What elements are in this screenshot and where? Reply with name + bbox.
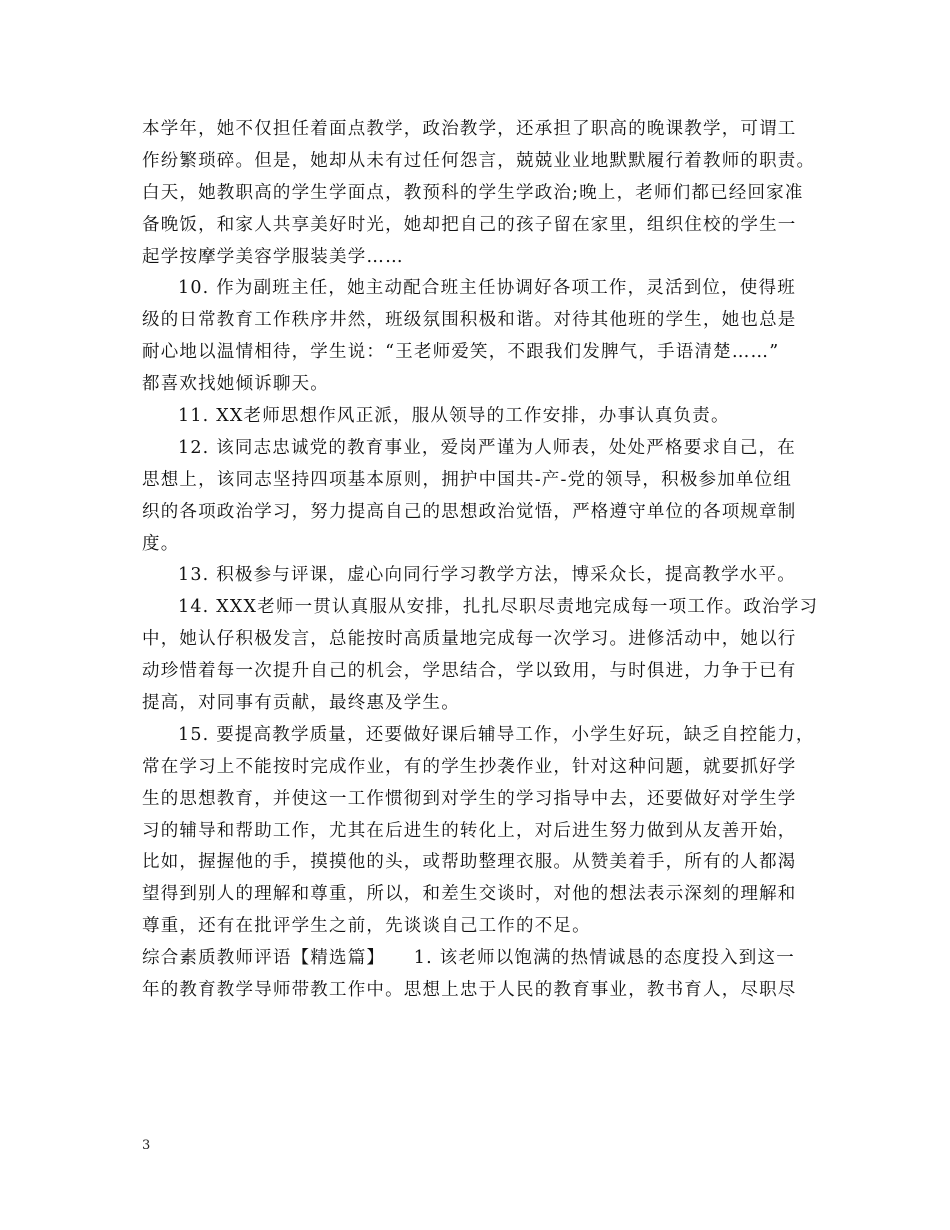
text-line: 习的辅导和帮助工作，尤其在后进生的转化上，对后进生努力做到从友善开始， bbox=[142, 820, 797, 841]
paragraph-14-start: 14. XXX老师一贯认真服从安排，扎扎尽职尽责地完成每一项工作。政治学习 bbox=[178, 597, 819, 618]
text-line: 本学年，她不仅担任着面点教学，政治教学，还承担了职高的晚课教学，可谓工 bbox=[142, 119, 797, 139]
text-line: 思想上，该同志坚持四项基本原则，拥护中国共-产-党的领导，积极参加单位组 bbox=[142, 469, 793, 490]
text-line: 提高，对同事有贡献，最终惠及学生。 bbox=[142, 693, 460, 714]
text-line: 常在学习上不能按时完成作业，有的学生抄袭作业，针对这种问题，就要抓好学 bbox=[142, 756, 797, 777]
text-line: 比如，握握他的手，摸摸他的头，或帮助整理衣服。从赞美着手，所有的人都渴 bbox=[142, 852, 797, 873]
text-line: 年的教育教学导师带教工作中。思想上忠于人民的教育事业，教书育人，尽职尽 bbox=[142, 980, 797, 1001]
text-line: 生的思想教育，并使这一工作惯彻到对学生的学习指导中去，还要做好对学生学 bbox=[142, 788, 797, 809]
paragraph-15-start: 15. 要提高教学质量，还要做好课后辅导工作，小学生好玩，缺乏自控能力， bbox=[178, 724, 815, 745]
text-line: 动珍惜着每一次提升自己的机会，学思结合，学以致用，与时俱进，力争于已有 bbox=[142, 661, 797, 682]
paragraph-11: 11. XX老师思想作风正派，服从领导的工作安排，办事认真负责。 bbox=[178, 406, 730, 427]
text-line: 织的各项政治学习，努力提高自己的思想政治觉悟，严格遵守单位的各项规章制 bbox=[142, 501, 797, 522]
text-line: 作纷繁琐碎。但是，她却从未有过任何怨言，兢兢业业地默默履行着教师的职责。 bbox=[142, 150, 816, 171]
text-line: 起学按摩学美容学服装美学…… bbox=[142, 246, 404, 267]
text-line: 耐心地以温情相待，学生说：“王老师爱笑，不跟我们发脾气，手语清楚……” bbox=[142, 342, 780, 363]
text-line: 白天，她教职高的学生学面点，教预科的学生学政治;晚上，老师们都已经回家准 bbox=[142, 182, 804, 203]
body-text bbox=[142, 114, 819, 1007]
text-line: 度。 bbox=[142, 533, 180, 554]
section-heading-line: 综合素质教师评语【精选篇】 1. 该老师以饱满的热情诚恳的态度投入到这一 bbox=[142, 948, 795, 969]
text-line: 备晚饭，和家人共享美好时光，她却把自己的孩子留在家里，组织住校的学生一 bbox=[142, 214, 797, 235]
paragraph-10-start: 10. 作为副班主任，她主动配合班主任协调好各项工作，灵活到位，使得班 bbox=[178, 278, 796, 299]
text-line: 望得到别人的理解和尊重，所以，和差生交谈时，对他的想法表示深刻的理解和 bbox=[142, 884, 797, 905]
text-line: 都喜欢找她倾诉聊天。 bbox=[142, 374, 329, 395]
paragraph-12-start: 12. 该同志忠诚党的教育事业，爱岗严谨为人师表，处处严格要求自己，在 bbox=[178, 437, 796, 458]
page-number: 3 bbox=[142, 1138, 151, 1153]
text-line: 尊重，还有在批评学生之前，先谈谈自己工作的不足。 bbox=[142, 916, 591, 937]
text-line: 级的日常教育工作秩序井然，班级氛围积极和谐。对待其他班的学生，她也总是 bbox=[142, 310, 797, 331]
paragraph-13: 13. 积极参与评课，虚心向同行学习教学方法，博采众长，提高教学水平。 bbox=[178, 565, 796, 586]
text-line: 中，她认仔积极发言，总能按时高质量地完成每一次学习。进修活动中，她以行 bbox=[142, 629, 797, 650]
